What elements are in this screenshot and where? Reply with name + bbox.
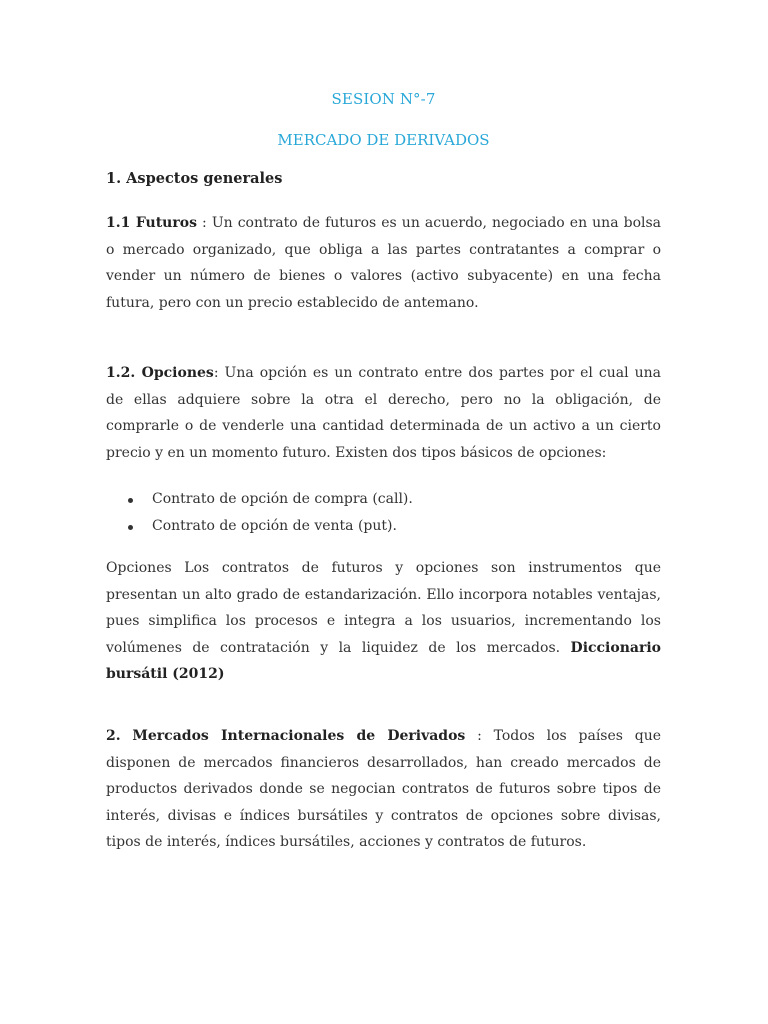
section-1-heading [106,170,282,187]
citation: Diccionario bursátil (2012) [106,639,661,682]
bullet-dot-icon [128,525,133,530]
opciones-note-text: Opciones Los contratos de futuros y opciones son instrumentos que presentan un alto grado de estandarización. Ello incorpora notables ventajas, pues simplifica los procesos e integra a los usuarios, incrementando los volúmenes de contratación y la liquidez de los mercados. [106,560,661,656]
futuros-paragraph [106,210,661,316]
bullet-item-put [106,513,661,540]
futuros-separator: : [196,215,212,231]
section-2-text: Todos los países que disponen de mercados financieros desarrollados, han creado mercados de productos derivados donde se negocian contratos de futuros sobre tipos de interés, divisas e índices bursátiles y contratos de opciones sobre divisas, tipos de interés, índices bursátiles, acciones y contratos de futuros. [106,728,661,850]
bullet-item-text: Contrato de opción de compra (call). [152,491,413,507]
section-2-paragraph [106,723,661,856]
section-1-heading-text: 1. Aspectos generales [106,170,283,187]
opciones-paragraph [106,360,661,466]
document-title: MERCADO DE DERIVADOS [277,131,490,149]
bullet-item-text: Contrato de opción de venta (put). [152,518,397,534]
bullet-item-call [106,486,661,513]
opciones-bullet-list [106,486,661,540]
section-2-label: Mercados Internacionales de Derivados [132,728,466,744]
futuros-label: 1.1 Futuros [106,215,197,231]
futuros-text: Un contrato de futuros es un acuerdo, negociado en una bolsa o mercado organizado, que obliga a las partes contratantes a comprar o vender un número de bienes o valores (activo subyacente) en una fecha futura, pero con un precio establecido de antemano. [106,215,662,311]
opciones-separator: : [213,365,225,381]
section-2-separator: : [465,728,494,744]
bullet-dot-icon [128,498,133,503]
opciones-text: Una opción es un contrato entre dos partes por el cual una de ellas adquiere sobre la otra el derecho, pero no la obligación, de comprarle o de venderle una cantidad determinada de un activo a un cierto precio y en un momento futuro. Existen dos tipos básicos de opciones: [106,365,661,461]
opciones-label: 1.2. Opciones [106,365,214,381]
opciones-note-paragraph [106,555,661,688]
session-title: SESION N°-7 [331,90,436,108]
section-2-number: 2. [106,728,121,744]
